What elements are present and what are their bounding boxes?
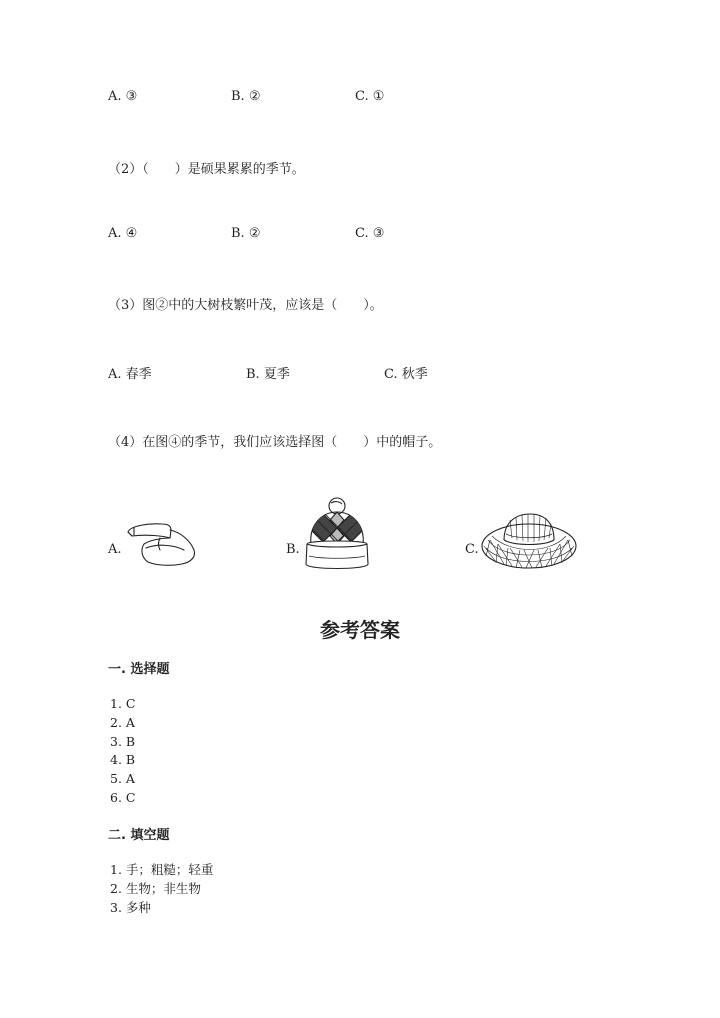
q3-option-a: A. 春季 <box>108 367 152 382</box>
section-2-heading: 二. 填空题 <box>108 828 170 843</box>
answer-item: 2. A <box>110 714 135 730</box>
answer-item: 4. B <box>110 752 136 768</box>
straw-sun-hat-icon <box>480 510 578 572</box>
answer-item: 1. 手；粗糙；轻重 <box>110 862 214 877</box>
section-1-heading: 一. 选择题 <box>108 662 170 677</box>
visor-cap-icon <box>124 514 200 572</box>
q2-option-a: A. ④ <box>108 226 138 241</box>
question-2-text: （2）（ ）是硕果累累的季节。 <box>108 162 305 177</box>
q4-option-b-label: B. <box>286 542 300 557</box>
question-4-text: （4）在图④的季节，我们应该选择图（ ）中的帽子。 <box>108 435 442 450</box>
answer-item: 2. 生物；非生物 <box>110 880 201 896</box>
q1-option-b: B. ② <box>231 89 261 104</box>
answer-item: 1. C <box>110 696 136 711</box>
q4-option-a-label: A. <box>108 542 122 557</box>
q1-option-a: A. ③ <box>108 89 138 104</box>
q2-option-c: C. ③ <box>355 226 385 241</box>
answer-item: 3. 多种 <box>110 899 151 915</box>
knit-pompom-hat-icon <box>303 496 373 574</box>
q1-option-c: C. ① <box>355 89 385 104</box>
q2-option-b: B. ② <box>231 226 261 241</box>
answer-key-title: 参考答案 <box>320 618 400 642</box>
question-3-text: （3）图②中的大树枝繁叶茂，应该是（ ）。 <box>108 298 383 313</box>
answer-item: 3. B <box>110 733 136 749</box>
q4-option-c-label: C. <box>465 542 479 557</box>
q3-option-b: B. 夏季 <box>246 367 290 382</box>
answer-item: 5. A <box>110 771 135 787</box>
q3-option-c: C. 秋季 <box>384 367 428 382</box>
answer-item: 6. C <box>110 790 136 805</box>
